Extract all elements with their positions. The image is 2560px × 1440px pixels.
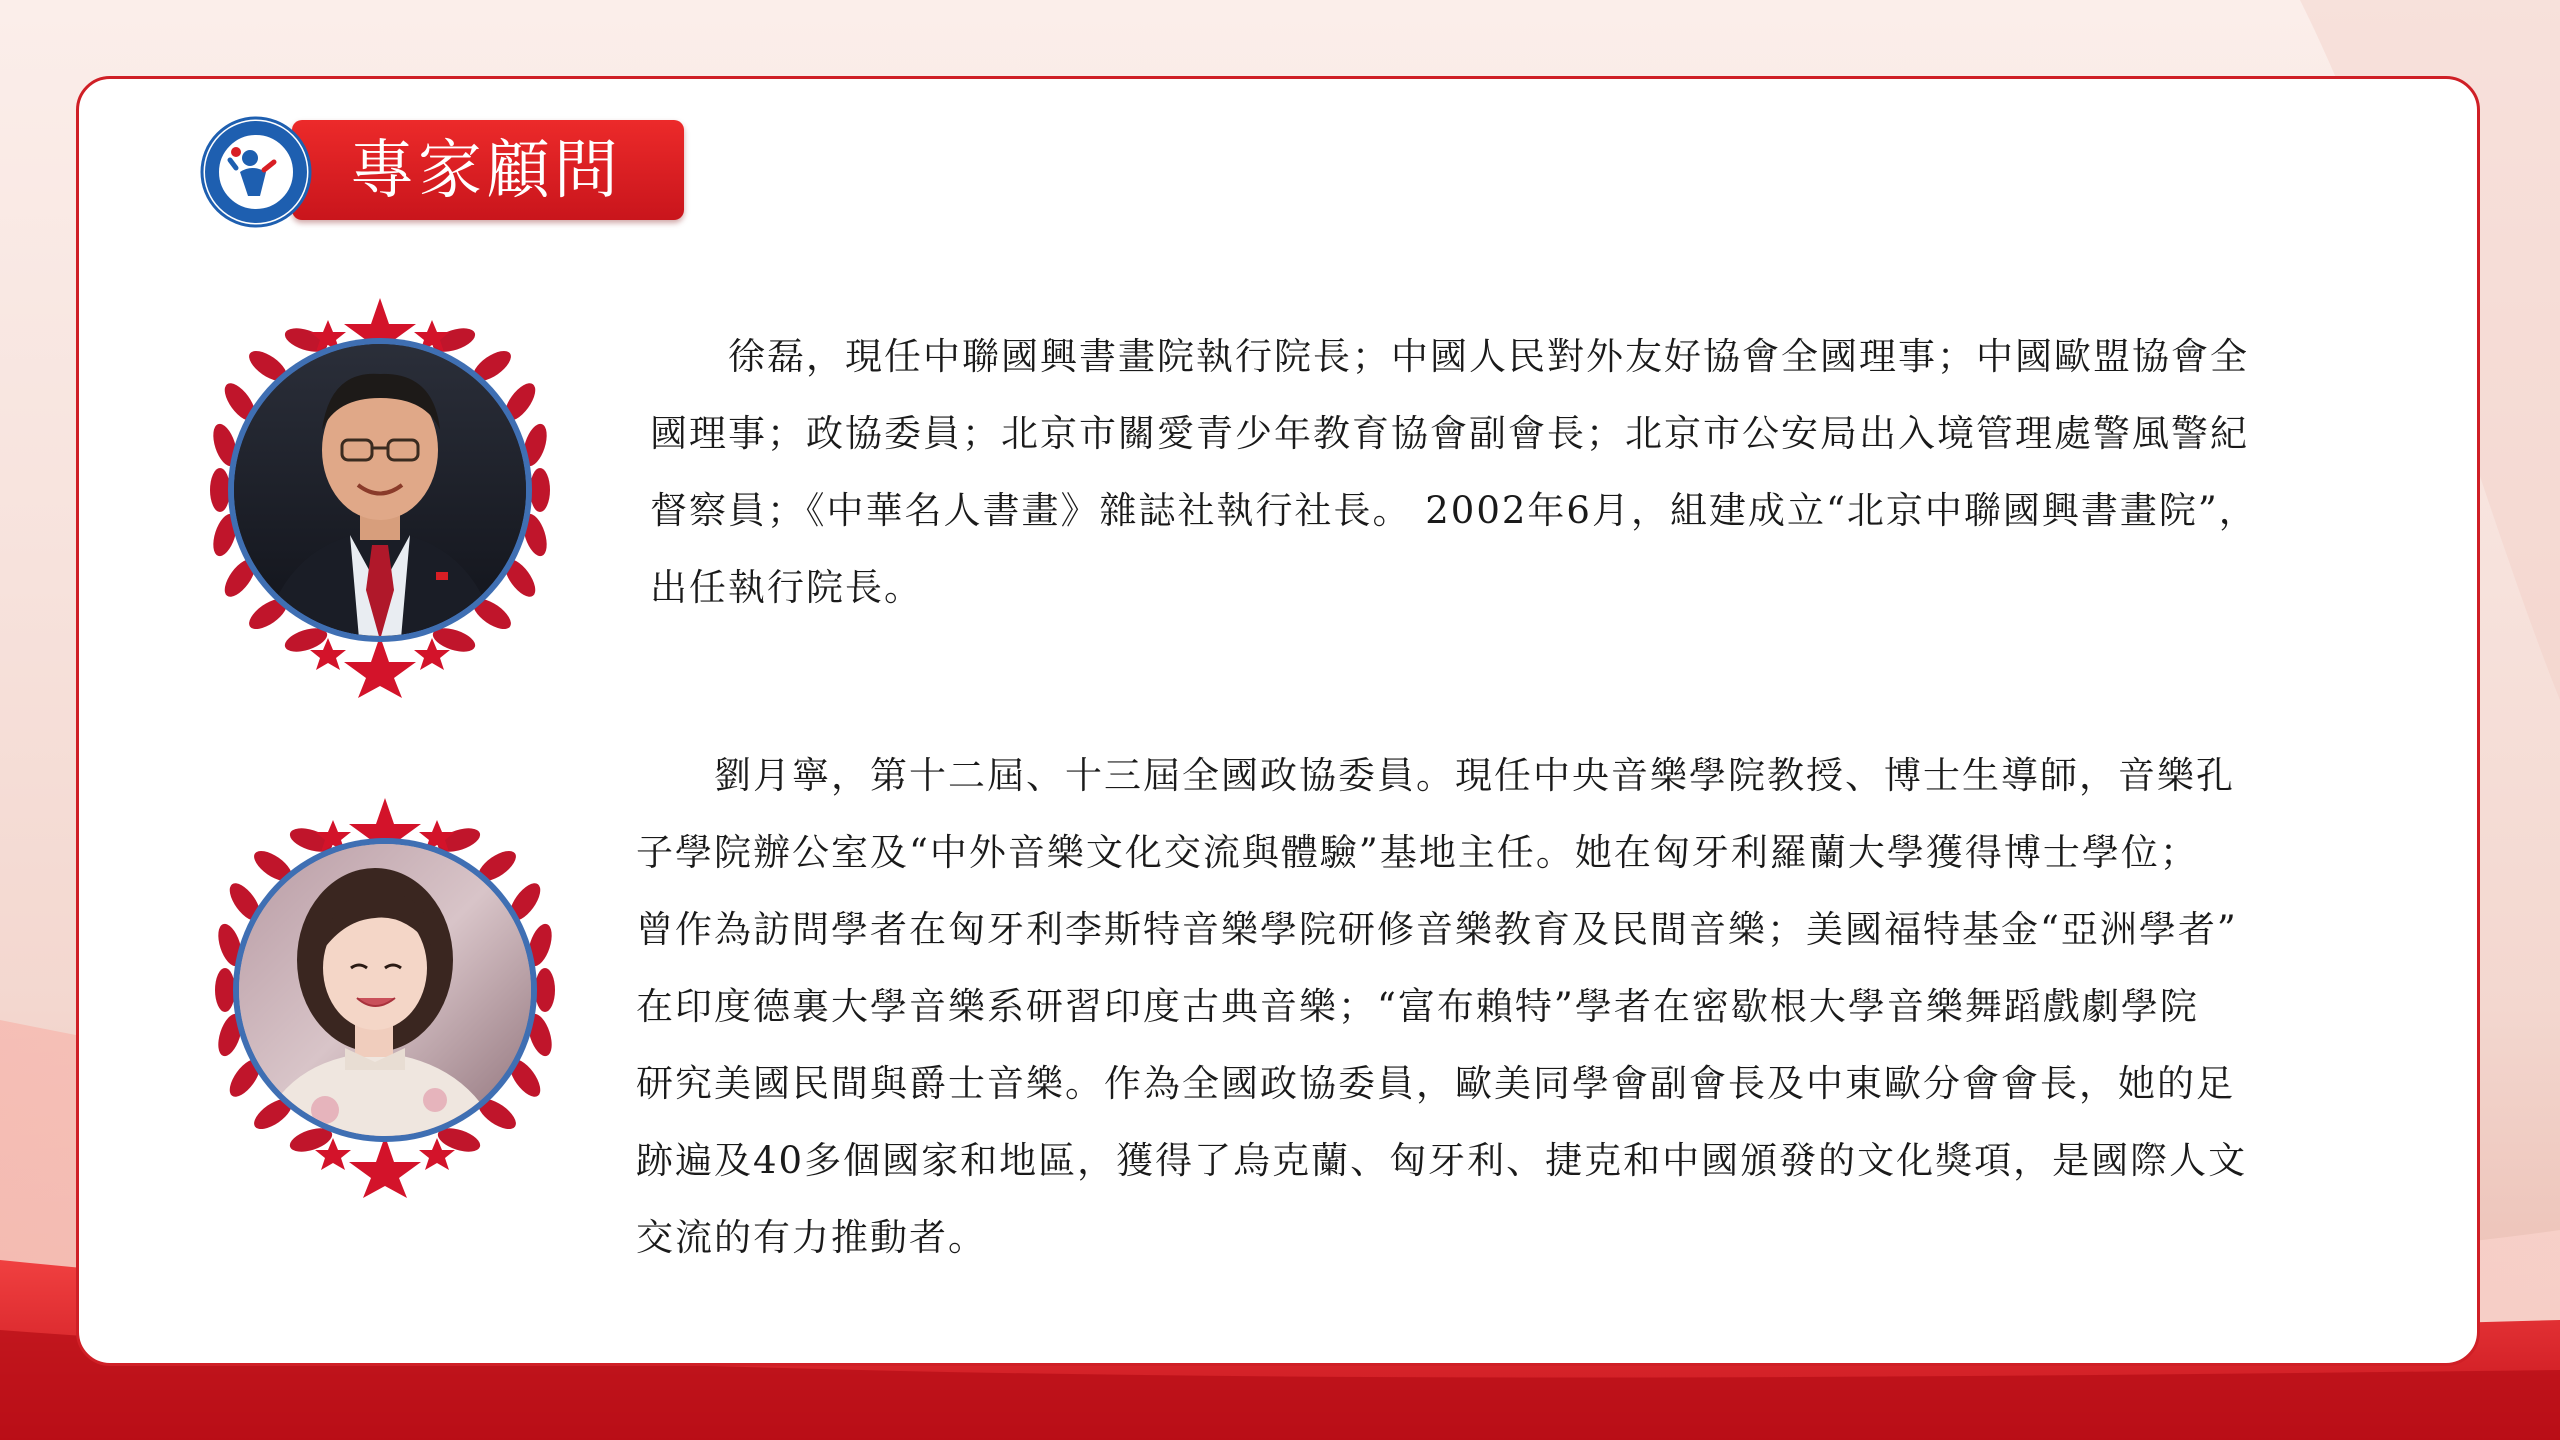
young-journalist-badge-icon bbox=[200, 116, 312, 228]
bio-line: 出任執行院長。 bbox=[650, 566, 923, 609]
expert-bio-2 bbox=[636, 737, 2406, 1276]
bio-line: 研究美國民間與爵士音樂。作為全國政協委員，歐美同學會副會長及中東歐分會會長，她的足 bbox=[636, 1062, 2235, 1105]
bio-line: 曾作為訪問學者在匈牙利李斯特音樂學院研修音樂教育及民間音樂；美國福特基金“亞洲學者” bbox=[636, 908, 2238, 951]
bio-line: 劉月寧，第十二屆、十三屆全國政協委員。現任中央音樂學院教授、博士生導師，音樂孔 bbox=[636, 754, 2235, 797]
bio-line: 督察員；《中華名人書畫》雜誌社執行社長。 2002年6月，組建成立“北京中聯國興書畫院”， bbox=[650, 489, 2258, 532]
bio-line: 在印度德裏大學音樂系研習印度古典音樂；“富布賴特”學者在密歇根大學音樂舞蹈戲劇學院 bbox=[636, 985, 2199, 1028]
expert-bio-1 bbox=[650, 318, 2440, 626]
expert-portrait-1 bbox=[200, 290, 560, 700]
page-title: 專家顧問 bbox=[350, 134, 622, 208]
bio-line: 徐磊，現任中聯國興書畫院執行院長；中國人民對外友好協會全國理事；中國歐盟協會全 bbox=[650, 335, 2249, 378]
section-header bbox=[200, 116, 690, 224]
bio-line: 國理事；政協委員；北京市關愛青少年教育協會副會長；北京市公安局出入境管理處警風警紀 bbox=[650, 412, 2249, 455]
bio-line: 跡遍及40多個國家和地區，獲得了烏克蘭、匈牙利、捷克和中國頒發的文化獎項，是國際人文 bbox=[636, 1139, 2248, 1182]
bio-line: 交流的有力推動者。 bbox=[636, 1216, 987, 1259]
bio-line: 子學院辦公室及“中外音樂文化交流與體驗”基地主任。她在匈牙利羅蘭大學獲得博士學位； bbox=[636, 831, 2199, 874]
expert-portrait-2 bbox=[205, 790, 565, 1200]
